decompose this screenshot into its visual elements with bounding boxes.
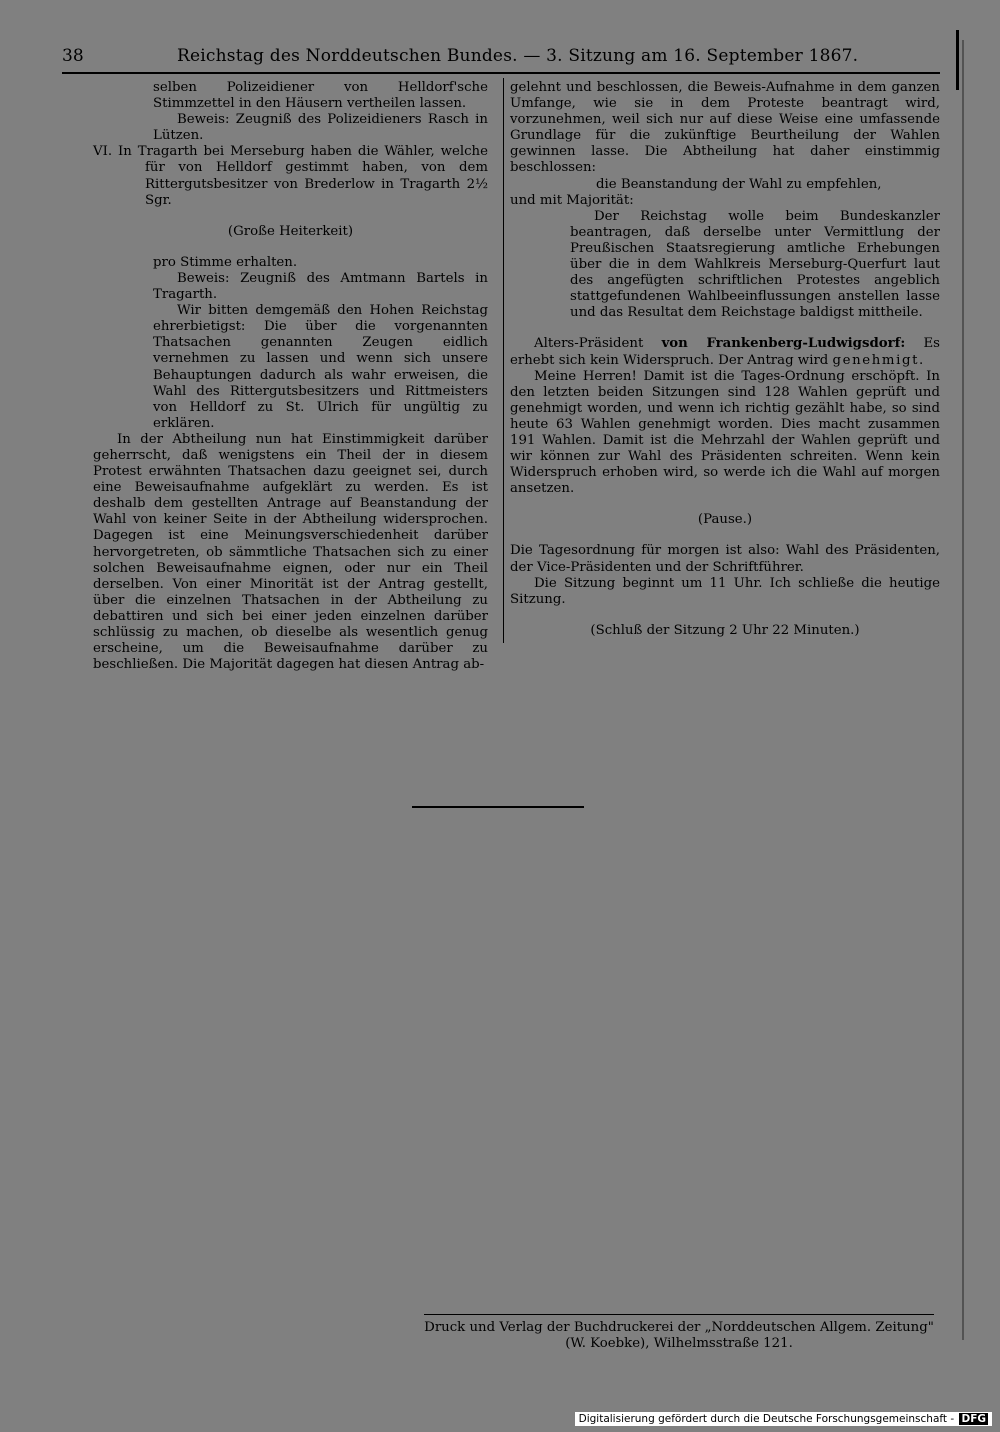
- imprint-line: Druck und Verlag der Buchdruckerei der „Norddeutschen Allgem. Zeitung": [424, 1320, 934, 1335]
- end-rule: [412, 806, 584, 808]
- page-number: 38: [62, 46, 84, 66]
- paragraph: Beweis: Zeugniß des Polizeidieners Rasch in Lützen.: [153, 112, 488, 144]
- imprint-line: (W. Koebke), Wilhelmsstraße 121.: [565, 1336, 793, 1351]
- paragraph: Die Tagesordnung für morgen ist also: Wahl des Präsidenten, der Vice-Präsidenten und der Schriftführer.: [510, 543, 940, 575]
- paragraph: die Beanstandung der Wahl zu empfehlen,: [596, 176, 882, 192]
- speaker-name: von Frankenberg-Ludwigsdorf:: [661, 336, 906, 352]
- paragraph: In der Abtheilung nun hat Einstimmigkeit darüber geherrscht, daß wenigstens ein Theil der in diesem Protest erwähnten Thatsachen dazu geeignet sei, durch eine Beweisaufnahme aufgeklärt zu werden. Es ist deshalb dem gestellten Antrage auf Beanstandung der Wahl von keiner Seite in der Abtheilung widersprochen. Dagegen ist eine Meinungsverschiedenheit darüber hervorgetreten, ob sämmtliche Thatsachen sich zu einer solchen Beweisaufnahme eignen, oder nur ein Theil derselben. Von einer Minorität ist der Antrag gestellt, über die einzelnen Thatsachen in der Abtheilung zu debattiren und sich bei einer jeden einzelnen darüber schlüssig zu machen, ob dieselbe als wesentlich genug erscheine, um die Beweisaufnahme darüber zu beschließen. Die Majorität dagegen hat diesen Antrag ab-: [93, 431, 488, 673]
- paragraph: und mit Majorität:: [510, 192, 634, 208]
- dfg-text: Digitalisierung gefördert durch die Deutsche Forschungsgemeinschaft -: [578, 1413, 955, 1425]
- page-title: Reichstag des Norddeutschen Bundes. — 3. Sitzung am 16. September 1867.: [177, 46, 859, 66]
- right-column: [510, 80, 940, 639]
- paragraph: selben Polizeidiener von Helldorf'sche Stimmzettel in den Häusern vertheilen lassen.: [153, 80, 488, 112]
- left-column: [93, 80, 488, 673]
- imprint-rule: [424, 1314, 934, 1315]
- running-header: [62, 46, 940, 70]
- imprint: [424, 1320, 934, 1352]
- paragraph: VI. In Tragarth bei Merseburg haben die Wähler, welche für von Helldorf gestimmt haben, von dem Rittergutsbesitzer von Brederlow in Tragarth 2½ Sgr.: [93, 144, 488, 208]
- header-rule: [62, 72, 940, 74]
- scan-edge-mark: [962, 40, 964, 1340]
- motion-text: Der Reichstag wolle beim Bundeskanzler beantragen, daß derselbe unter Vermittlung der Preußischen Staatsregierung amtliche Erhebungen über die in dem Wahlkreis Merseburg-Querfurt laut des angefügten schriftlichen Protestes angeblich stattgefundenen Wahlbeeinflussungen anstellen lasse und das Resultat dem Reichstage baldigst mittheile.: [570, 208, 940, 321]
- column-divider: [503, 78, 504, 643]
- paragraph: gelehnt und beschlossen, die Beweis-Aufnahme in dem ganzen Umfange, wie sie in dem Proteste beantragt wird, vorzunehmen, weil sich nur auf diese Weise eine umfassende Grundlage für die zukünftige Beurtheilung der Wahlen gewinnen lasse. Die Abtheilung hat daher einstimmig beschlossen:: [510, 80, 940, 176]
- paragraph: Wir bitten demgemäß den Hohen Reichstag ehrerbietigst: Die über die vorgenannten Thatsachen genannten Zeugen eidlich vernehmen zu lassen und wenn sich unsere Behauptungen dadurch als wahr erweisen, die Wahl des Rittergutsbesitzers und Rittmeisters von Helldorf zu St. Ulrich für ungültig zu erklären.: [153, 303, 488, 431]
- paragraph: Die Sitzung beginnt um 11 Uhr. Ich schließe die heutige Sitzung.: [510, 575, 940, 607]
- dfg-logo: DFG: [961, 1413, 986, 1425]
- paragraph: pro Stimme erhalten.: [153, 254, 298, 270]
- speech-text: Es erhebt sich kein Widerspruch. Der Antrag wird: [510, 336, 940, 368]
- speaker-prefix: Alters-Präsident: [534, 336, 644, 352]
- speech-text-spaced: genehmigt.: [832, 352, 925, 368]
- scan-edge-mark: [956, 30, 959, 90]
- paragraph: Beweis: Zeugniß des Amtmann Bartels in Tragarth.: [153, 270, 488, 303]
- pause-note: (Pause.): [697, 512, 753, 528]
- speaker-line: [510, 336, 940, 368]
- paragraph: Meine Herren! Damit ist die Tages-Ordnung erschöpft. In den letzten beiden Sitzungen sind 128 Wahlen geprüft und genehmigt worden, und wenn ich richtig gezählt habe, so sind heute 63 Wahlen genehmigt worden. Dies macht zusammen 191 Wahlen. Damit ist die Mehrzahl der Wahlen geprüft und wir können zur Wahl des Präsidenten schreiten. Wenn kein Widerspruch erhoben wird, so werde ich die Wahl auf morgen ansetzen.: [510, 368, 940, 497]
- paragraph: (Große Heiterkeit): [227, 223, 354, 239]
- dfg-credit: [575, 1412, 992, 1426]
- closing-note: (Schluß der Sitzung 2 Uhr 22 Minuten.): [590, 622, 860, 638]
